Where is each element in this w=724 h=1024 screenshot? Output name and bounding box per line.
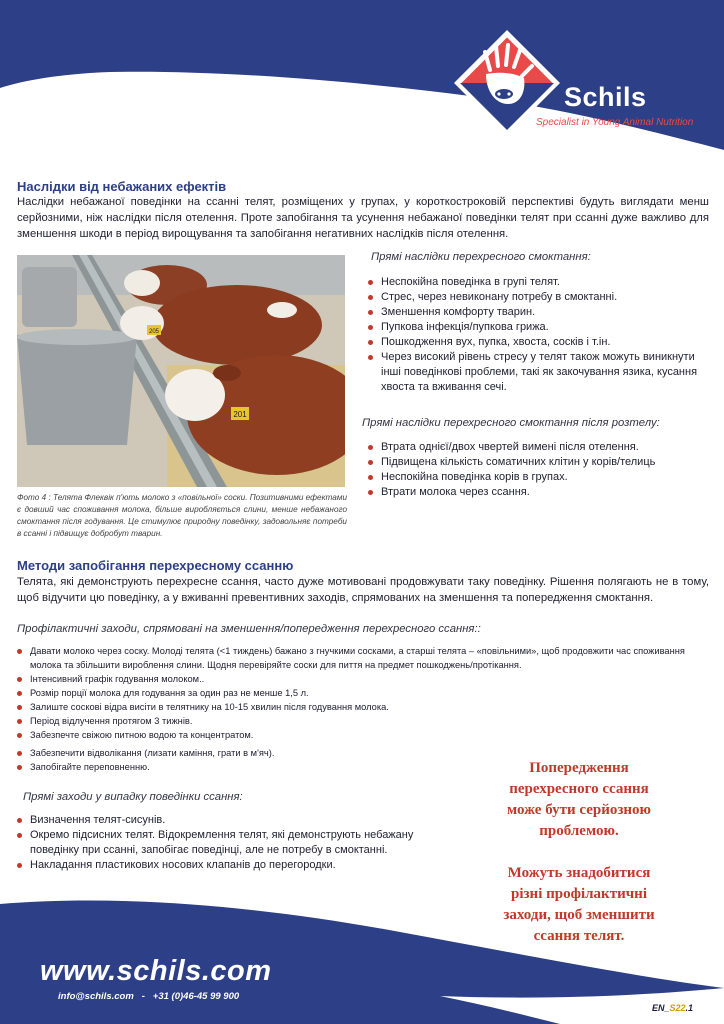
list-item: Втрата однієї/двох чвертей вимені після отелення. <box>368 440 708 455</box>
direct-effects-title: Прямі наслідки перехресного смоктання: <box>371 251 591 263</box>
callout-line: різні профілактичні <box>511 886 647 902</box>
list-item: Період відлучення протягом 3 тижнів. <box>17 714 717 728</box>
photo-caption: Фото 4 : Телята Флеквік п'ють молоко з «повільної» соски. Позитивними ефектами є довший час споживання молока, більше виробляється слини, менше небажаного смоктання після годування. Це стимулює природну поведінку, задовольняє потреби в ссанні і підвищує добробут тварин. <box>17 493 348 538</box>
list-item: Забезпечити відволікання (лизати каміння, грати в м'яч). <box>17 746 717 760</box>
email-link[interactable]: info@schils.com <box>58 991 134 1002</box>
list-item: Інтенсивний графік годування молоком.. <box>17 672 717 686</box>
direct-measures-list <box>17 813 447 873</box>
brand-tagline: Specialist in Young Animal Nutrition <box>536 117 694 128</box>
list-item: Запобігайте переповненню. <box>17 760 717 774</box>
callout-line: перехресного ссання <box>509 781 649 797</box>
ear-tag-205: 205 <box>148 329 160 335</box>
callout-line: заходи, щоб зменшити <box>503 907 655 923</box>
list-item: Неспокійна поведінка в групі телят. <box>368 275 708 290</box>
schils-logo[interactable] <box>452 28 704 138</box>
section-title-effects: Наслідки від небажаних ефектів <box>17 179 227 194</box>
list-item: Забезпечте свіжою питною водою та концентратом. <box>17 728 717 742</box>
phone-number: +31 (0)46-45 99 900 <box>152 991 240 1002</box>
calves-photo <box>17 255 345 487</box>
list-item: Через високий рівень стресу у телят також можуть виникнути інші поведінкові проблеми, такі як закочування язика, кусання хвоста та вживання сечі. <box>368 350 708 395</box>
preventive-list <box>17 644 717 774</box>
contact-separator: - <box>141 991 145 1002</box>
list-item: Втрати молока через ссання. <box>368 485 708 500</box>
list-item: Зменшення комфорту тварин. <box>368 305 708 320</box>
callout-spacer <box>474 842 684 863</box>
list-item: Стрес, через невиконану потребу в смоктанні. <box>368 290 708 305</box>
section-title-methods: Методи запобігання перехресному ссанню <box>17 558 294 573</box>
list-item: Розмір порції молока для годування за один раз не менше 1,5 л. <box>17 686 717 700</box>
footer-wave <box>0 884 724 1024</box>
document-code <box>652 1003 693 1013</box>
list-item: Пошкодження вух, пупка, хвоста, сосків і т.ін. <box>368 335 708 350</box>
doc-code-suffix: .1 <box>685 1003 694 1013</box>
callout-line: Можуть знадобитися <box>507 865 651 881</box>
after-calving-effects-title: Прямі наслідки перехресного смоктання після розтелу: <box>362 417 660 429</box>
after-calving-effects-list <box>368 440 708 500</box>
callout-line: Попередження <box>529 760 629 776</box>
methods-paragraph: Телята, які демонструють перехресне ссання, часто дуже мотивовані продовжувати таку поведінку. Рішення полягають не в тому, щоб відучити цю поведінку, а у вживанні превентивних заходів, спрямованих на зменшення та попередження смоктання. <box>17 576 709 604</box>
list-item: Окремо підсисних телят. Відокремлення телят, які демонструють небажану поведінку при ссанні, запобігає поведінці, але не потребу в смоктанні. <box>17 828 447 858</box>
preventive-title: Профілактичні заходи, спрямовані на зменшення/попередження перехресного ссання:: <box>17 623 481 635</box>
callout-line: ссання телят. <box>533 928 625 944</box>
brand-name: Schils <box>564 82 647 112</box>
effects-paragraph: Наслідки небажаної поведінки на ссанні телят, розміщених у групах, у короткостроковій перспективі будуть виглядати менш серйозними, ніж наслідки після отелення. Проте запобігання та усунення небажаної поведінки телят при ссанні дуже важливо для зменшення шкоди в період вирощування та запобігання негативних наслідків після отелення. <box>17 196 709 240</box>
list-item: Давати молоко через соску. Молоді телята (<1 тиждень) бажано з гнучкими сосками, а старші телята – «повільними», щоб продовжити час споживання молока та збільшити вироблення слини. Щодня перевіряйте соски для пиття на предмет пошкоджень/протікання. <box>17 644 717 672</box>
direct-effects-list <box>368 275 708 395</box>
ear-tag-201: 201 <box>233 410 247 419</box>
direct-measures-title: Прямі заходи у випадку поведінки ссання: <box>23 791 243 803</box>
doc-code-accent: S22 <box>669 1003 686 1013</box>
callout-line: проблемою. <box>539 823 619 839</box>
website-link[interactable]: www.schils.com <box>40 955 272 987</box>
list-item: Підвищена кількість соматичних клітин у корів/телиць <box>368 455 708 470</box>
list-item: Неспокійна поведінка корів в групах. <box>368 470 708 485</box>
footer-contact <box>58 991 239 1002</box>
list-item: Залиште соскові відра висіти в телятнику на 10-15 хвилин після годування молока. <box>17 700 717 714</box>
list-item: Визначення телят-сисунів. <box>17 813 447 828</box>
doc-code-prefix: EN_ <box>652 1003 670 1013</box>
list-item: Накладання пластикових носових клапанів до перегородки. <box>17 858 447 873</box>
callout-line: може бути серйозною <box>506 802 652 818</box>
list-item: Пупкова інфекція/пупкова грижа. <box>368 320 708 335</box>
